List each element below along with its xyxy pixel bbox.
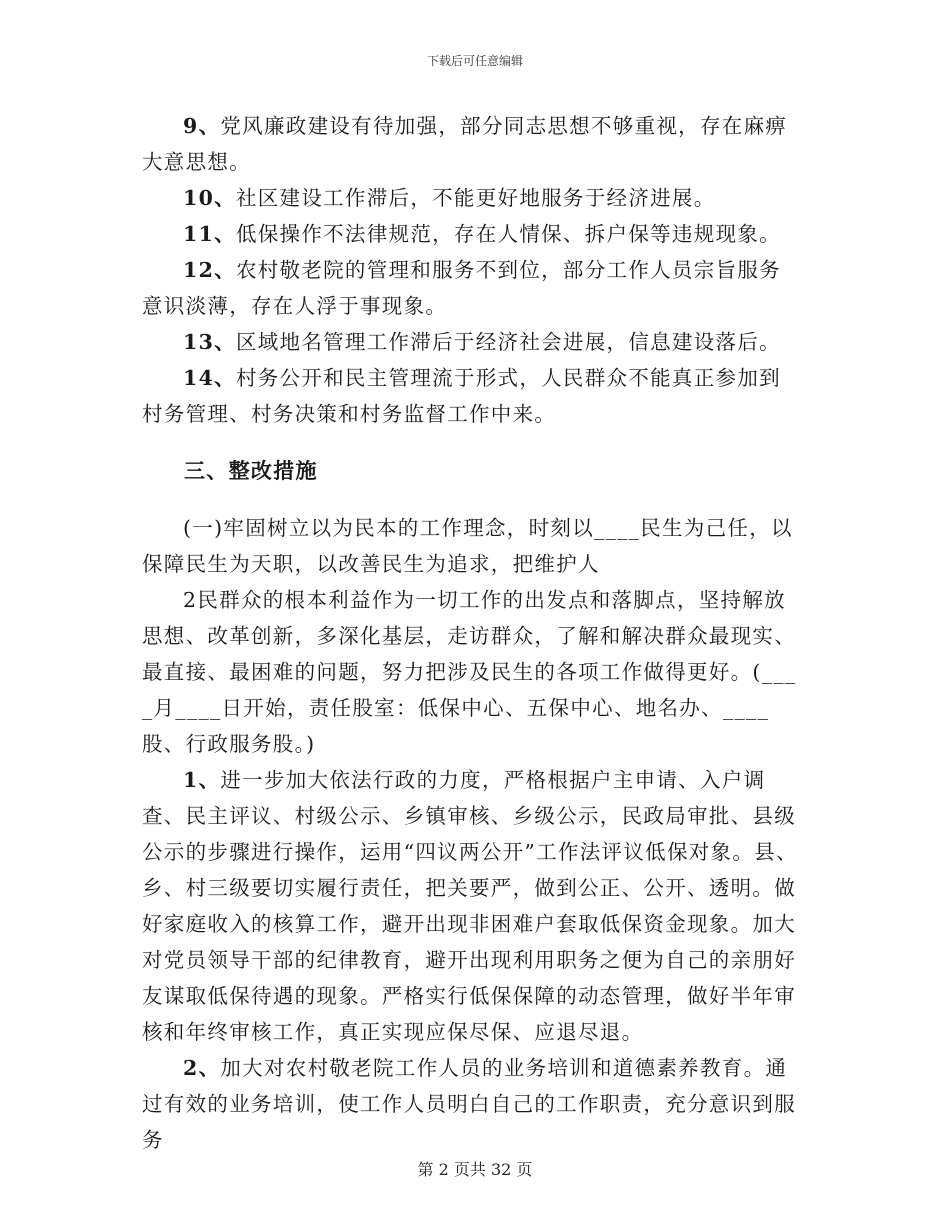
item-number: 12、 bbox=[183, 258, 236, 282]
list-item bbox=[142, 360, 802, 432]
page-header: 下载后可任意编辑 bbox=[426, 54, 523, 68]
list-item bbox=[142, 762, 802, 1050]
item-text: 党风廉政建设有待加强，部分同志思想不够重视，存在麻痹大意思想。 bbox=[142, 114, 788, 174]
item-text: 村务公开和民主管理流于形式，人民群众不能真正参加到村务管理、村务决策和村务监督工作中来。 bbox=[142, 366, 781, 426]
item-number: 1、 bbox=[183, 768, 221, 792]
item-text: 进一步加大依法行政的力度，严格根据户主申请、入户调查、民主评议、村级公示、乡镇审核、乡级公示，民政局审批、县级公示的步骤进行操作，运用“四议两公开”工作法评议低保对象。县、乡、村三级要切实履行责任，把关要严，做到公正、公开、透明。做好家庭收入的核算工作，避开出现非困难户套取低保资金现象。加大对党员领导干部的纪律教育，避开出现利用职务之便为自己的亲朋好友谋取低保待遇的现象。严格实行低保保障的动态管理，做好半年审核和年终审核工作，真正实现应保尽保、应退尽退。 bbox=[142, 768, 798, 1044]
item-number: 11、 bbox=[183, 222, 236, 246]
item-text: 低保操作不法律规范，存在人情保、拆户保等违规现象。 bbox=[235, 222, 781, 246]
section-heading: 三、整改措施 bbox=[184, 458, 318, 483]
item-text: 农村敬老院的管理和服务不到位，部分工作人员宗旨服务意识淡薄，存在人浮于事现象。 bbox=[142, 258, 781, 318]
document-body bbox=[142, 108, 802, 1158]
item-text: 区域地名管理工作滞后于经济社会进展，信息建设落后。 bbox=[235, 330, 781, 354]
list-item bbox=[142, 252, 802, 324]
item-number: 2、 bbox=[183, 1056, 221, 1080]
paragraph: (一)牢固树立以为民本的工作理念，时刻以____民生为己任，以保障民生为天职，以改善民生为追求，把维护人 bbox=[142, 516, 793, 576]
item-number: 14、 bbox=[183, 366, 236, 390]
item-number: 9、 bbox=[183, 114, 221, 138]
list-item bbox=[142, 1050, 802, 1158]
list-item bbox=[142, 324, 802, 360]
item-number: 13、 bbox=[183, 330, 236, 354]
item-number: 10、 bbox=[183, 186, 236, 210]
paragraph: 2民群众的根本利益作为一切工作的出发点和落脚点，坚持解放思想、改革创新，多深化基层，走访群众，了解和解决群众最现实、最直接、最困难的问题，努力把涉及民生的各项工作做得更好。(____月____日开始，责任股室：低保中心、五保中心、地名办、____股、行政服务股。) bbox=[142, 588, 797, 756]
list-item bbox=[142, 180, 802, 216]
list-item bbox=[142, 108, 802, 180]
item-text: 社区建设工作滞后，不能更好地服务于经济进展。 bbox=[235, 186, 716, 210]
page-footer: 第 2 页共 32 页 bbox=[417, 1160, 533, 1179]
list-item bbox=[142, 216, 802, 252]
item-text: 加大对农村敬老院工作人员的业务培训和道德素养教育。通过有效的业务培训，使工作人员明白自己的工作职责，充分意识到服务 bbox=[142, 1056, 796, 1152]
